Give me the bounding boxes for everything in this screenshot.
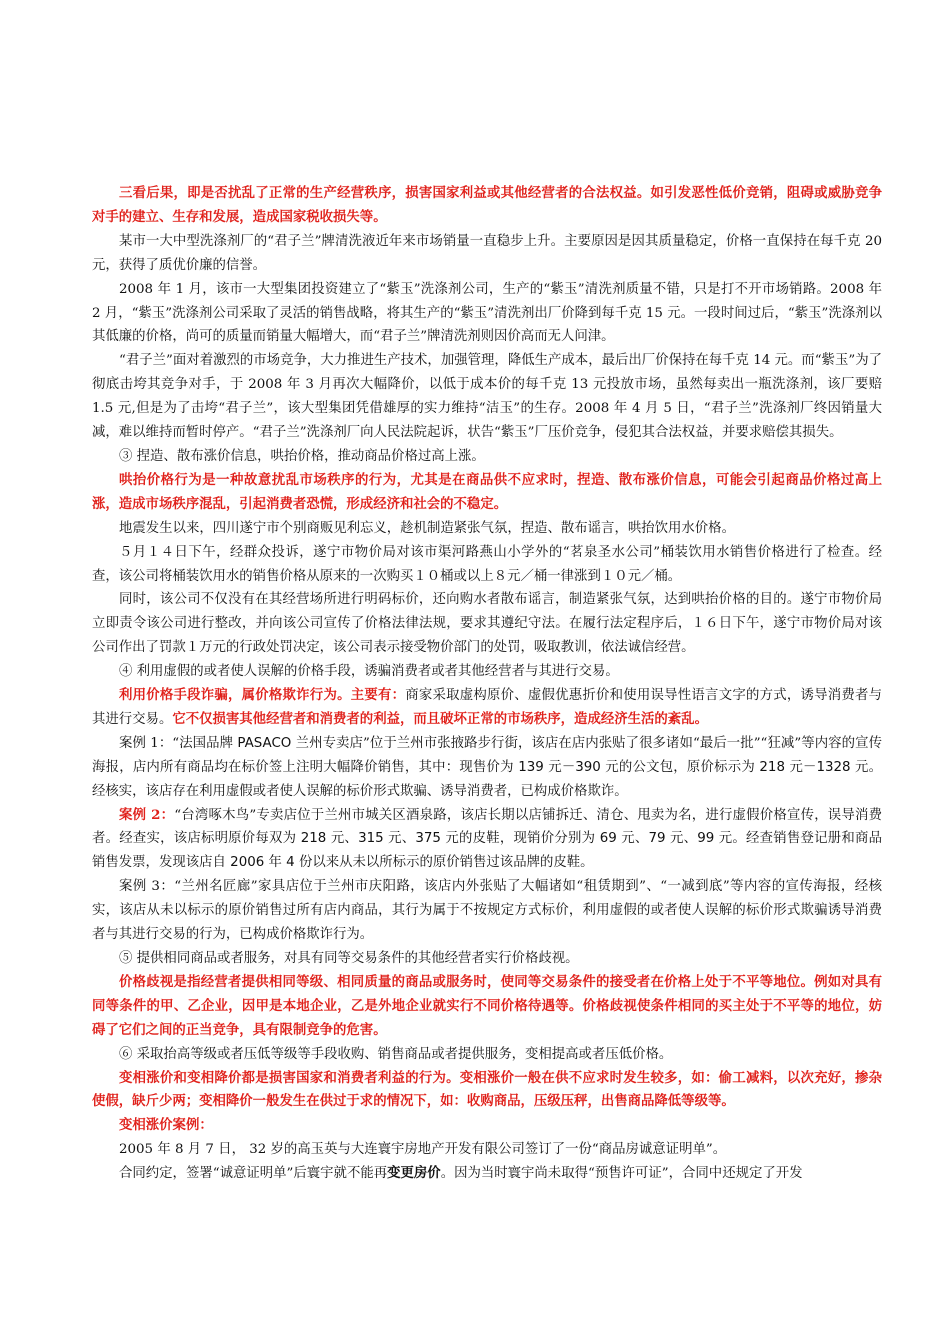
case-2-label: 案例 2： bbox=[119, 806, 175, 823]
case-2-text: 元、 bbox=[616, 831, 649, 847]
item-4-heading: ④ 利用虚假的或者使人误解的价格手段，诱骗消费者或者其他经营者与其进行交易。 bbox=[119, 664, 619, 680]
paragraph-case-1 bbox=[92, 732, 882, 804]
paragraph-price-discrimination: 价格歧视是指经营者提供相同等级、相同质量的商品或服务时，使同等交易条件的接受者在价格上处于不平等地位。例如对具有同等条件的甲、乙企业，因甲是本地企业，乙是外地企业就实行不同价格待遇等。价格歧视使条件相同的买主处于不平等的地位，妨碍了它们之间的正当竞争，具有限制竞争的危害。 bbox=[92, 973, 882, 1038]
paragraph-consequence: 三看后果，即是否扰乱了正常的生产经营秩序，损害国家利益或其他经营者的合法权益。如引发恶性低价竞销，阻碍或威胁竞争对手的建立、生存和发展，造成国家税收损失等。 bbox=[92, 185, 882, 225]
case-1-number: 1328 bbox=[816, 759, 851, 775]
case-2-number: 315 bbox=[358, 831, 384, 847]
case-2-text: 元、 bbox=[326, 831, 359, 847]
paragraph-penalty: 同时，该公司不仅没有在其经营场所进行明码标价，还向购水者散布谣言，制造紧张气氛，达到哄抬价格的目的。遂宁市物价局立即责令该公司进行整改，并向该公司宣传了价格法律法规，要求其遵纪守法。在履行法定程序后，１６日下午，遂宁市物价局对该公司作出了罚款１万元的行政处罚决定，该公司表示接受物价部门的处罚，吸取教训，依法诚信经营。 bbox=[92, 592, 882, 656]
case-2-number: 79 bbox=[648, 831, 666, 847]
paragraph-ziyu-entry: 2008 年 1 月，该市一大型集团投资建立了“紫玉”洗涤剂公司，生产的“紫玉”清洗剂质量不错，只是打不开市场销路。2008 年 2 月，“紫玉”洗涤剂公司采取了灵活的销售战略，将其生产的“紫玉”清洗剂出厂价降到每千克 15 元。一段时间过后，“紫玉”洗涤剂以其低廉的价格，尚可的质量而销量大幅增大，而“君子兰”牌清洗剂则因价高而无人问津。 bbox=[92, 281, 882, 345]
case-2-text: 元的皮鞋，现销价分别为 bbox=[440, 831, 600, 847]
paragraph-case-2 bbox=[92, 804, 882, 876]
case-2-text: 元、 bbox=[383, 831, 416, 847]
case-2-text: 年 bbox=[264, 855, 287, 871]
fraud-tail: 它不仅损害其他经营者和消费者的利益，而且破坏正常的市场秩序，造成经济生活的紊乱。 bbox=[172, 710, 708, 727]
case-1-number: 390 bbox=[575, 759, 601, 775]
case-1-number: 139 bbox=[518, 759, 544, 775]
item-3-heading: ③ 捏造、散布涨价信息，哄抬价格，推动商品价格过高上涨。 bbox=[119, 448, 485, 464]
paragraph-disguised-pricing: 变相涨价和变相降价都是损害国家和消费者利益的行为。变相涨价一般在供不应求时发生较多，如：偷工减料，以次充好，掺杂使假，缺斤少两；变相降价一般发生在供过于求的情况下，如：收购商品，压级压秤，出售商品降低等级等。 bbox=[92, 1069, 882, 1110]
fraud-body: 商家采取虚构原价、虚假优惠折价和使用误导性语言文字的方式，诱导消费者与其进行交易。 bbox=[92, 688, 883, 727]
paragraph-price-fraud-definition bbox=[92, 684, 882, 732]
paragraph-case-3: 案例 3：“兰州名匠廊”家具店位于兰州市庆阳路，该店内外张贴了大幅诸如“租赁期到”、“一减到底”等内容的宣传海报，经核实，该店从未以标示的原价销售过所有店内商品，其行为属于不按规定方式标价，利用虚假的或者使人误解的标价形式欺骗诱导消费者与其进行交易的行为，已构成价格欺诈行为。 bbox=[92, 879, 882, 943]
paragraph-water-company: ５月１４日下午，经群众投诉，遂宁市物价局对该市渠河路燕山小学外的“茗泉圣水公司”桶装饮用水销售价格进行了检查。经查，该公司将桶装饮用水的销售价格从原来的一次购买１０桶或以上８元／桶一律涨到１０元／桶。 bbox=[92, 544, 882, 584]
item-6-heading: ⑥ 采取抬高等级或者压低等级等手段收购、销售商品或者提供服务，变相提高或者压低价格。 bbox=[119, 1046, 673, 1062]
case-1-text: 元的公文包，原价标示为 bbox=[600, 759, 760, 775]
contract-text: 合同约定，签署“诚意证明单”后寰宇就不能再 bbox=[119, 1166, 388, 1182]
case-2-number: 218 bbox=[300, 831, 327, 847]
item-5-heading: ⑤ 提供相同商品或者服务，对具有同等交易条件的其他经营者实行价格歧视。 bbox=[119, 951, 579, 966]
case-1-text: 元－ bbox=[543, 759, 576, 775]
fraud-lead: 利用价格手段诈骗，属价格欺诈行为。主要有： bbox=[119, 687, 406, 704]
paragraph-contract-date: 2005 年 8 月 7 日， 32 岁的高玉英与大连寰宇房地产开发有限公司签订了一份“商品房诚意证明单”。 bbox=[119, 1142, 727, 1158]
case-2-text: 元。经查销售登记册和商品销售发票，发现该店自 bbox=[92, 831, 882, 871]
paragraph-contract-terms bbox=[92, 1162, 882, 1186]
case-2-text: 份以来从未以所标示的原价销售过该品牌的皮鞋。 bbox=[294, 855, 594, 871]
case-1-number: 218 bbox=[759, 759, 785, 775]
case-2-text: 元、 bbox=[665, 831, 698, 847]
paragraph-junzilan-intro: 某市一大中型洗涤剂厂的“君子兰”牌清洗液近年来市场销量一直稳步上升。主要原因是因其质量稳定，价格一直保持在每千克 20 元，获得了质优价廉的信誉。 bbox=[92, 233, 882, 273]
case-2-number: 69 bbox=[599, 831, 617, 847]
document-body bbox=[92, 182, 882, 1186]
case-1-text: 兰州专卖店”位于兰州市张掖路步行街，该店在店内张贴了很多诸如“最后一批”“狂减”等内容的宣传海报，店内所有商品均在标价签上注明大幅降价销售，其中：现售价为 bbox=[92, 735, 882, 775]
case-2-number: 99 bbox=[697, 831, 715, 847]
paragraph-earthquake: 地震发生以来，四川遂宁市个别商贩见利忘义，趁机制造紧张气氛，捏造、散布谣言，哄抬饮用水价格。 bbox=[119, 520, 735, 536]
case-2-text: “台湾啄木鸟”专卖店位于兰州市城关区酒泉路，该店长期以店铺拆迁、清仓、甩卖为名，进行虚假价格宣传，误导消费者。经查实，该店标明原价每双为 bbox=[92, 807, 883, 847]
paragraph-price-war: “君子兰”面对着激烈的市场竞争，大力推进生产技术，加强管理，降低生产成本，最后出厂价保持在每千克 14 元。而“紫玉”为了彻底击垮其竞争对手，于 2008 年 3 月再次大幅降价，以低于成本价的每千克 13 元投放市场，虽然每卖出一瓶洗涤剂，该厂要赔 1.5 元,但是为了击垮“君子兰”，该大型集团凭借雄厚的实力维持“洁玉”的生存。2008 年 4 月 5 日，“君子兰”洗涤剂厂终因销量大减，难以维持而暂时停产。“君子兰”洗涤剂厂向人民法院起诉，状告“紫玉”厂压价竞争，侵犯其合法权益，并要求赔偿其损失。 bbox=[92, 353, 882, 441]
case-1-text: 案例 1：“法国品牌 bbox=[119, 735, 238, 751]
case-2-number: 2006 bbox=[230, 855, 265, 871]
case-1-text: 元。经核实，该店存在利用虚假或者使人误解的标价形式欺骗、诱导消费者，已构成价格欺诈。 bbox=[92, 759, 882, 799]
case-1-brand: PASACO bbox=[237, 735, 292, 751]
paragraph-price-gouging-definition: 哄抬价格行为是一种故意扰乱市场秩序的行为，尤其是在商品供不应求时，捏造、散布涨价信息，可能会引起商品价格过高上涨，造成市场秩序混乱，引起消费者恐慌，形成经济和社会的不稳定。 bbox=[92, 471, 882, 512]
case-2-number: 4 bbox=[286, 855, 295, 871]
case-2-number: 375 bbox=[415, 831, 441, 847]
case-1-text: 元－ bbox=[784, 759, 817, 775]
case-heading-disguised-increase: 变相涨价案例： bbox=[119, 1117, 213, 1134]
contract-text: 。因为当时寰宇尚未取得“预售许可证”，合同中还规定了开发 bbox=[440, 1166, 803, 1182]
contract-emphasis: 变更房价 bbox=[387, 1165, 441, 1182]
